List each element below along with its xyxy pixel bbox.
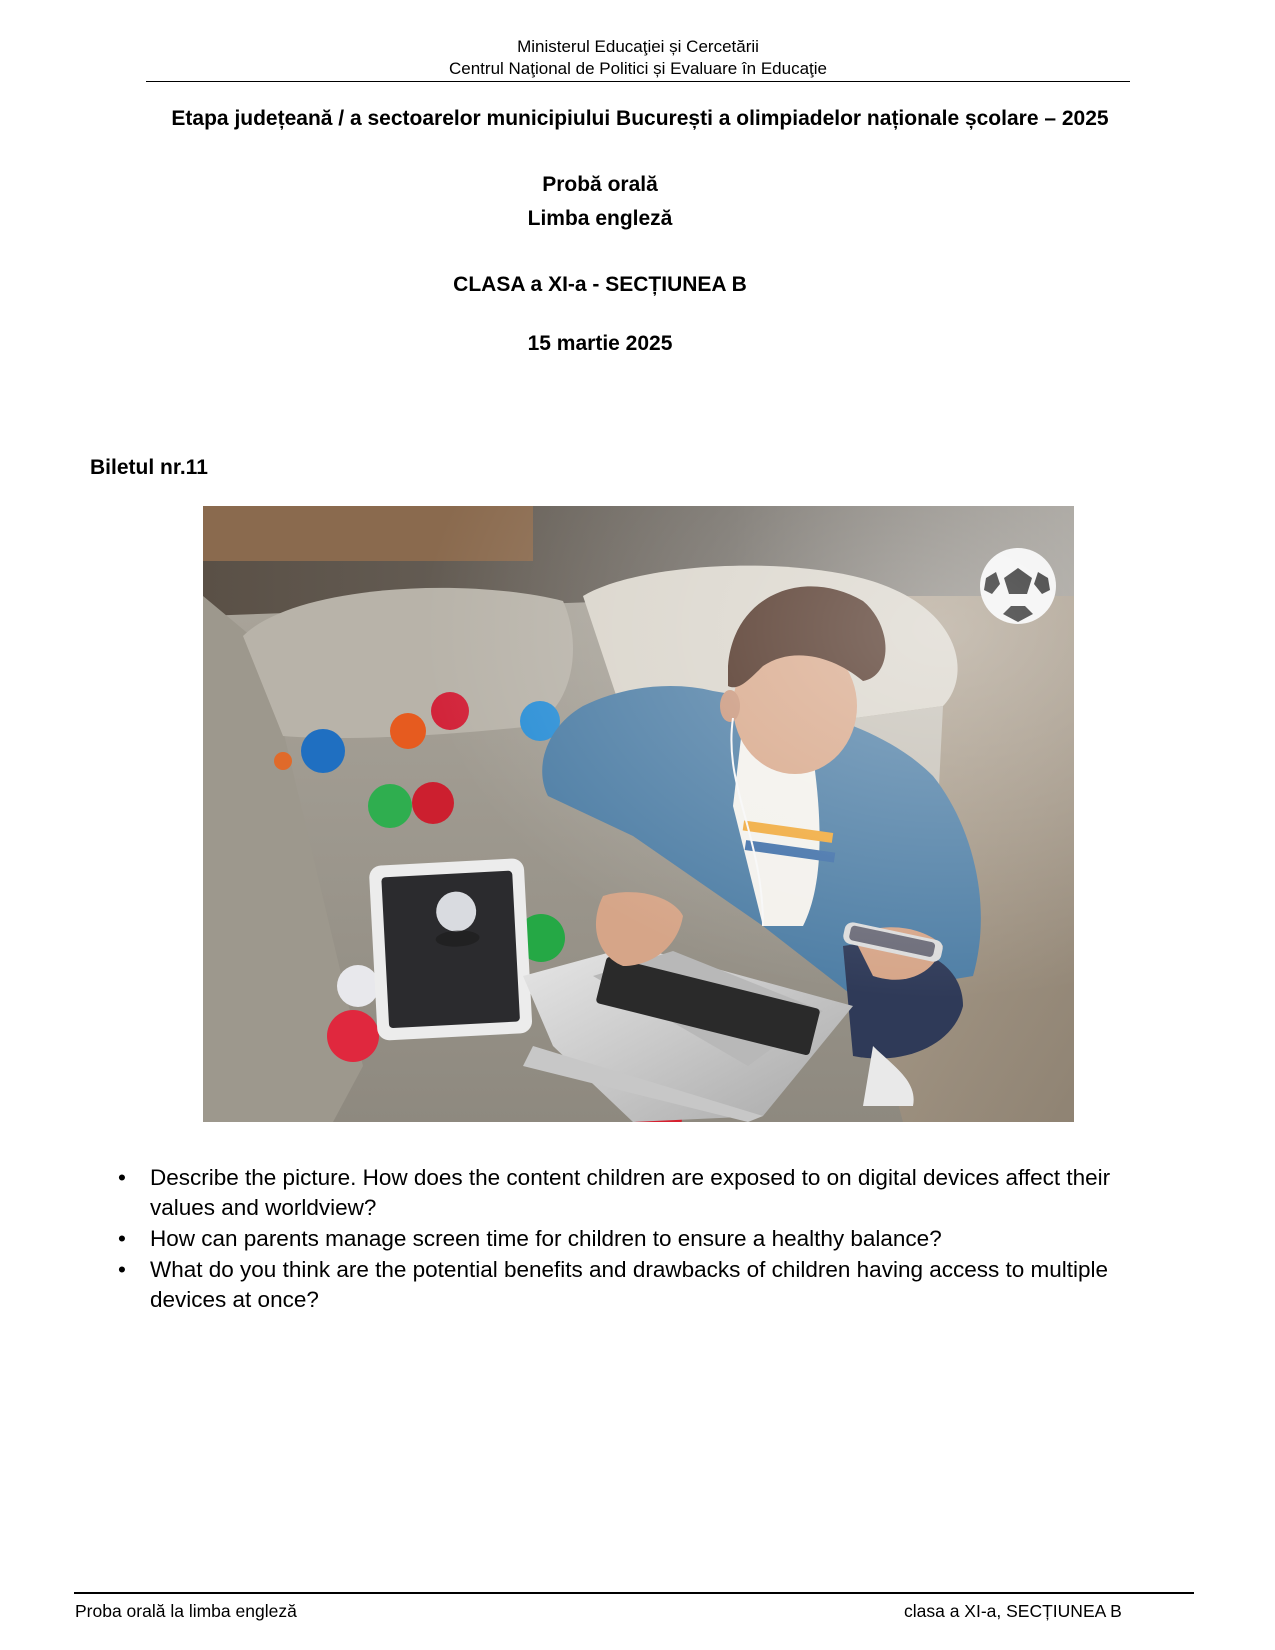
list-item (112, 1163, 1162, 1223)
bullet-icon: • (118, 1257, 126, 1282)
footer-subject: Proba orală la limba engleză (75, 1601, 297, 1621)
photo-boy-with-laptop-tablet-phone (203, 506, 1074, 1122)
bullet-icon: • (118, 1165, 126, 1190)
exam-title: Etapa județeană / a sectoarelor municipiului București a olimpiadelor naționale școlare – 2025 (171, 107, 1109, 130)
exam-date: 15 martie 2025 (527, 332, 673, 355)
question-list (112, 1163, 1162, 1316)
page-header (146, 36, 1130, 82)
question-text: How can parents manage screen time for children to ensure a healthy balance? (150, 1226, 942, 1251)
bullet-icon: • (118, 1226, 126, 1251)
question-text: Describe the picture. How does the content children are exposed to on digital devices affect their values and worldview? (150, 1165, 1111, 1220)
ticket-number: Biletul nr.11 (90, 456, 208, 479)
question-text: What do you think are the potential benefits and drawbacks of children having access to multiple devices at once? (150, 1257, 1109, 1312)
center-name: Centrul Naţional de Politici și Evaluare în Educaţie (449, 59, 827, 78)
test-type: Probă orală (542, 173, 658, 196)
class-section: CLASA a XI-a - SECȚIUNEA B (453, 273, 747, 296)
subject: Limba engleză (527, 207, 673, 230)
ministry-name: Ministerul Educaţiei și Cercetării (517, 37, 759, 56)
footer-divider (74, 1592, 1194, 1594)
list-item (112, 1224, 1162, 1254)
footer-class: clasa a XI-a, SECȚIUNEA B (904, 1601, 1122, 1621)
list-item (112, 1255, 1162, 1315)
